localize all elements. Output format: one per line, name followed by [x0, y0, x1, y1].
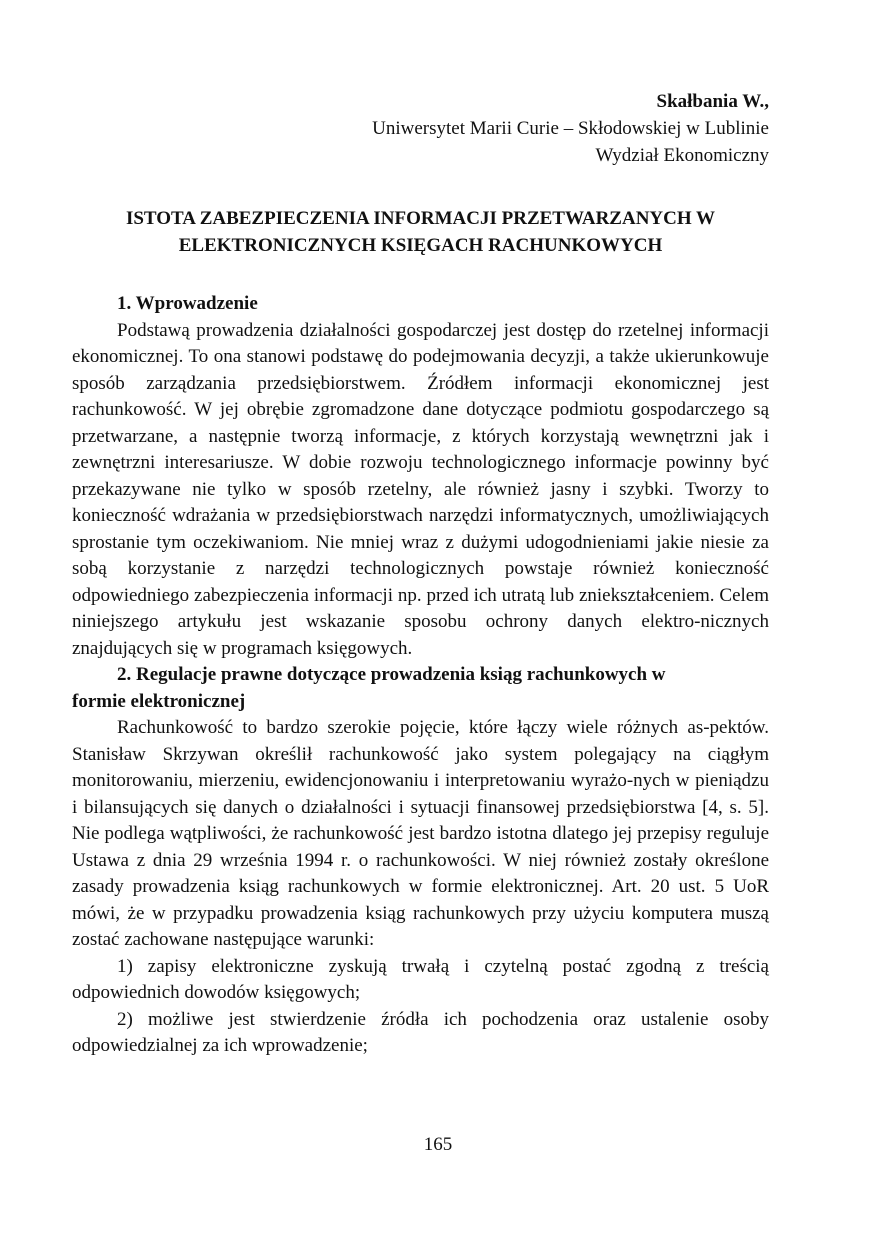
- section-2-heading-line-2: formie elektronicznej: [72, 690, 246, 712]
- section-2-heading-line-1: 2. Regulacje prawne dotyczące prowadzenia ksiąg rachunkowych w: [117, 664, 666, 685]
- author-block: [72, 88, 769, 169]
- article-title-line-1: ISTOTA ZABEZPIECZENIA INFORMACJI PRZETWARZANYCH W: [125, 208, 716, 229]
- article-title: [72, 205, 769, 259]
- author-university: Uniwersytet Marii Curie – Skłodowskiej w Lublinie: [372, 118, 769, 139]
- author-faculty: Wydział Ekonomiczny: [595, 145, 769, 166]
- article-title-line-2: ELEKTRONICZNYCH KSIĘGACH RACHUNKOWYCH: [178, 235, 663, 256]
- section-1-heading: 1. Wprowadzenie: [117, 293, 258, 314]
- section-2-heading: [72, 662, 769, 715]
- page-number: 165: [423, 1134, 453, 1155]
- list-item-1: 1) zapisy elektroniczne zyskują trwałą i czytelną postać zgodną z treścią odpowiednich dowodów księgowych;: [72, 955, 769, 1003]
- section-2-paragraph: Rachunkowość to bardzo szerokie pojęcie, które łączy wiele różnych as-pektów. Stanisław Skrzywan określił rachunkowość jako system polegający na ciągłym monitorowaniu, mierzeniu, ewidencjonowaniu i interpretowaniu wyrażo-nych w pieniądzu i bilansujących się danych o działalności i sytuacji finansowej przedsiębiorstwa [4, s. 5]. Nie podlega wątpliwości, że rachunkowość jest bardzo istotna dlatego jej przepisy reguluje Ustawa z dnia 29 września 1994 r. o rachunkowości. W niej również zostały określone zasady prowadzenia ksiąg rachunkowych w formie elektronicznej. Art. 20 ust. 5 UoR mówi, że w przypadku prowadzenia ksiąg rachunkowych przy użyciu komputera muszą zostać zachowane następujące warunki:: [72, 717, 769, 950]
- section-1-paragraph: Podstawą prowadzenia działalności gospodarczej jest dostęp do rzetelnej informacji ekonomicznej. To ona stanowi podstawę do podejmowania decyzji, a także ukierunkowuje sposób zarządzania przedsiębiorstwem. Źródłem informacji ekonomicznej jest rachunkowość. W jej obrębie zgromadzone dane dotyczące podmiotu gospodarczego są przetwarzane, a następnie tworzą informacje, z których korzystają wewnętrzni jak i zewnętrzni interesariusze. W dobie rozwoju technologicznego informacje powinny być przekazywane nie tylko w sposób rzetelny, ale również jasny i szybki. Tworzy to konieczność wdrażania w przedsiębiorstwach narzędzi informatycznych, umożliwiających sprostanie tym oczekiwaniom. Nie mniej wraz z dużymi udogodnieniami jakie niesie za sobą korzystanie z narzędzi technologicznych powstaje również konieczność odpowiedniego zabezpieczenia informacji np. przed ich utratą lub zniekształceniem. Celem niniejszego artykułu jest wskazanie sposobu ochrony danych elektro-nicznych znajdujących się w programach księgowych.: [72, 319, 769, 659]
- author-name: Skałbania W.,: [656, 91, 769, 112]
- list-item-2: 2) możliwe jest stwierdzenie źródła ich pochodzenia oraz ustalenie osoby odpowiedzialnej za ich wprowadzenie;: [72, 1008, 769, 1056]
- document-page: [72, 88, 769, 1060]
